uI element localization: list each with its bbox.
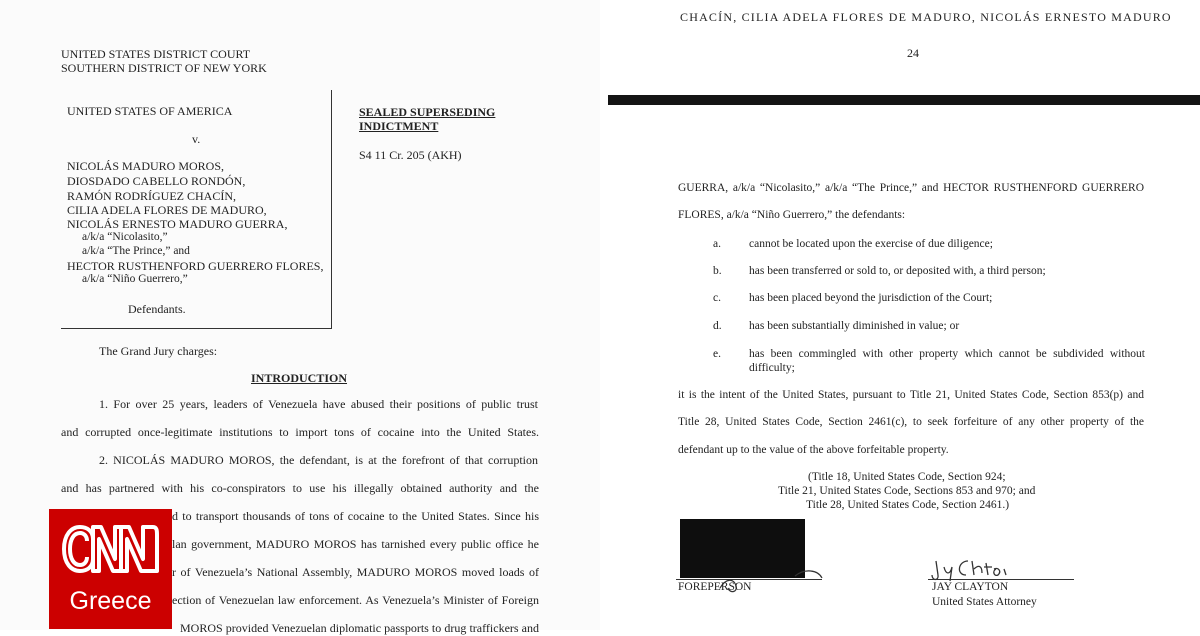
case-number: S4 11 Cr. 205 (AKH) <box>359 148 462 162</box>
defendant-line: HECTOR RUSTHENFORD GUERRERO FLORES, <box>67 259 324 273</box>
paragraph-line: lan government, MADURO MOROS has tarnished every public office he <box>172 537 539 551</box>
paragraph-line: 2. NICOLÁS MADURO MOROS, the defendant, is at the forefront of that corruption <box>99 453 538 467</box>
court-name-line2: SOUTHERN DISTRICT OF NEW YORK <box>61 61 267 75</box>
signature-line <box>676 579 822 580</box>
defendant-alias: a/k/a “Niño Guerrero,” <box>82 273 188 285</box>
edition-label: Greece <box>69 587 152 615</box>
list-item-letter: a. <box>713 238 721 250</box>
versus-label: v. <box>192 132 201 146</box>
foreperson-label: FOREPERSON <box>678 581 752 593</box>
statute-citation: Title 21, United States Code, Sections 853 and 970; and <box>778 485 1036 497</box>
list-item-continuation: difficulty; <box>749 362 795 374</box>
statute-citation: Title 28, United States Code, Section 2461.) <box>806 499 1010 511</box>
defendant-line: RAMÓN RODRÍGUEZ CHACÍN, <box>67 189 237 203</box>
signature-line <box>928 579 1074 580</box>
paragraph-line: and corrupted once-legitimate institutions to import tons of cocaine into the United States. <box>61 425 539 439</box>
defendant-alias: a/k/a “The Prince,” and <box>82 245 190 257</box>
list-item-letter: d. <box>713 320 722 332</box>
document-title-line2: INDICTMENT <box>359 119 439 133</box>
list-item-letter: b. <box>713 265 722 277</box>
defendants-label: Defendants. <box>128 302 186 316</box>
list-item-letter: e. <box>713 348 721 360</box>
paragraph-line: d to transport thousands of tons of cocaine to the United States. Since his <box>172 509 539 523</box>
paragraph-line: MOROS provided Venezuelan diplomatic passports to drug traffickers and <box>180 621 539 635</box>
right-page-header: CHACÍN, CILIA ADELA FLORES DE MADURO, NICOLÁS ERNESTO MADURO <box>680 10 1172 24</box>
cnn-greece-logo <box>49 509 172 629</box>
body-line: FLORES, a/k/a “Niño Guerrero,” the defendants: <box>678 209 906 221</box>
defendant-line: CILIA ADELA FLORES DE MADURO, <box>67 203 267 217</box>
body-line: GUERRA, a/k/a “Nicolasito,” a/k/a “The Prince,” and HECTOR RUSTHENFORD GUERRERO <box>678 182 1144 194</box>
grand-jury-charges: The Grand Jury charges: <box>99 344 218 358</box>
attorney-title: United States Attorney <box>932 596 1037 608</box>
list-item-text: cannot be located upon the exercise of due diligence; <box>749 238 993 250</box>
paragraph-line: r of Venezuela’s National Assembly, MADURO MOROS moved loads of <box>172 565 539 579</box>
page-number: 24 <box>907 46 919 60</box>
body-line: Title 28, United States Code, Section 2461(c), to seek forfeiture of any other property of the <box>678 416 1144 428</box>
defendant-alias: a/k/a “Nicolasito,” <box>82 231 168 243</box>
document-title-line1: SEALED SUPERSEDING <box>359 105 496 119</box>
page-separator-bar <box>608 95 1200 105</box>
list-item-letter: c. <box>713 292 721 304</box>
paragraph-line: and has partnered with his co-conspirators to use his illegally obtained authority and the <box>61 481 539 495</box>
attorney-name: JAY CLAYTON <box>932 581 1009 593</box>
defendant-line: NICOLÁS ERNESTO MADURO GUERRA, <box>67 217 288 231</box>
list-item-text: has been transferred or sold to, or deposited with, a third person; <box>749 265 1046 277</box>
paragraph-line: ection of Venezuelan law enforcement. As Venezuela’s Minister of Foreign <box>172 593 539 607</box>
paragraph-line: 1. For over 25 years, leaders of Venezuela have abused their positions of public trust <box>99 397 538 411</box>
list-item-text: has been placed beyond the jurisdiction of the Court; <box>749 292 993 304</box>
body-line: defendant up to the value of the above forfeitable property. <box>678 444 949 456</box>
plaintiff-name: UNITED STATES OF AMERICA <box>67 104 233 118</box>
court-name-line1: UNITED STATES DISTRICT COURT <box>61 47 251 61</box>
statute-citation: (Title 18, United States Code, Section 924; <box>808 471 1006 483</box>
body-line: it is the intent of the United States, pursuant to Title 21, United States Code, Section 853(p) and <box>678 389 1144 401</box>
defendant-line: DIOSDADO CABELLO RONDÓN, <box>67 174 246 188</box>
defendant-line: NICOLÁS MADURO MOROS, <box>67 159 225 173</box>
section-heading: INTRODUCTION <box>251 371 348 385</box>
cnn-wordmark-icon <box>49 509 172 589</box>
list-item-text: has been commingled with other property which cannot be subdivided without <box>749 348 1145 360</box>
list-item-text: has been substantially diminished in value; or <box>749 320 960 332</box>
